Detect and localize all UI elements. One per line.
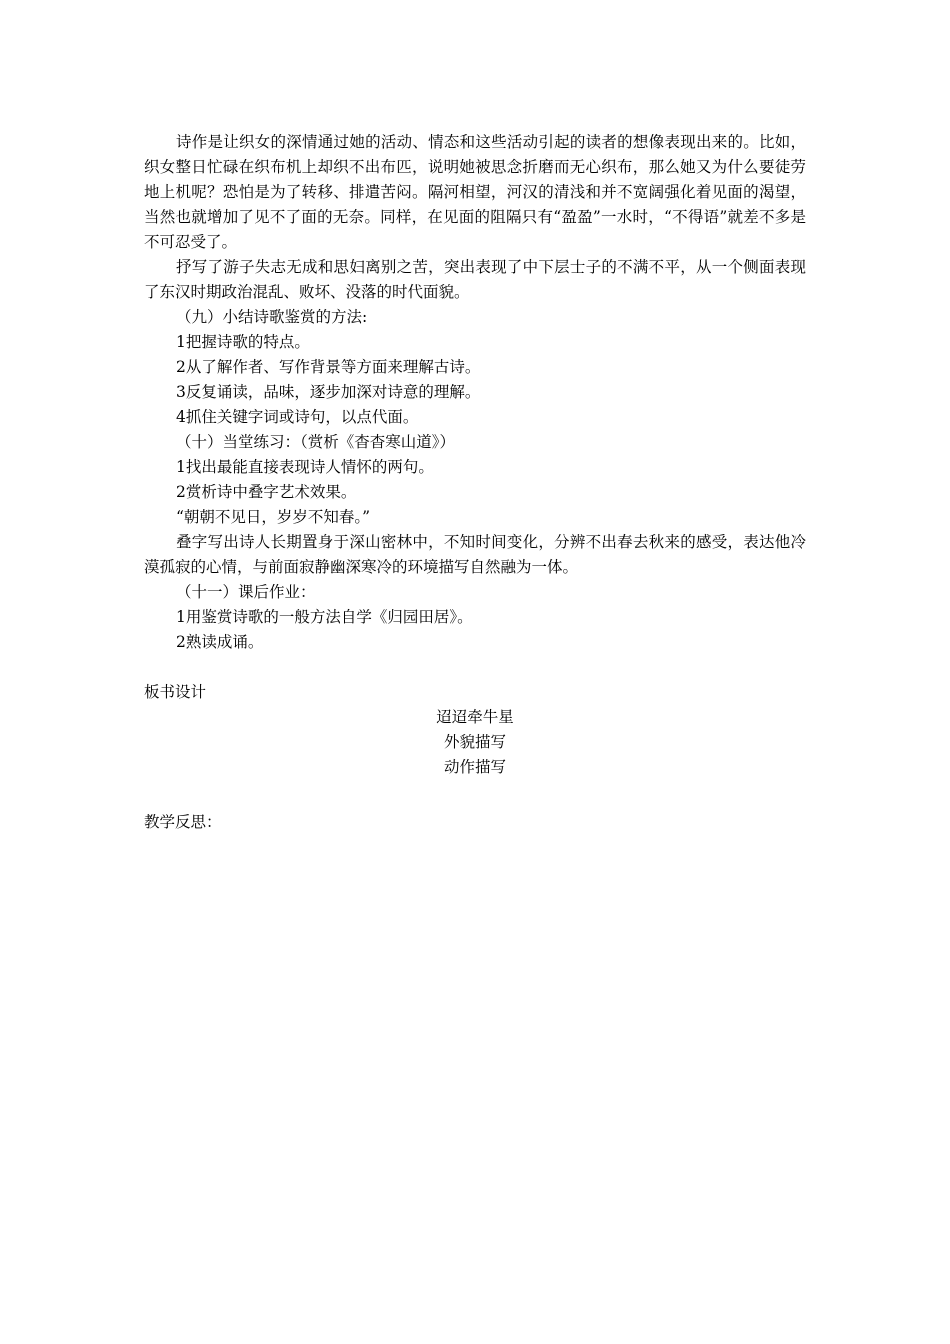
practice-item: 1找出最能直接表现诗人情怀的两句。 xyxy=(176,458,434,476)
section-summary xyxy=(144,305,806,430)
board-line: 动作描写 xyxy=(443,758,506,776)
summary-item: 3反复诵读，品味，逐步加深对诗意的理解。 xyxy=(176,383,481,401)
reflection-label: 教学反思： xyxy=(144,813,222,831)
spacer xyxy=(144,780,806,810)
paragraph-theme-summary: 抒写了游子失志无成和思妇离别之苦，突出表现了中下层士子的不满不平，从一个侧面表现了东汉时期政治混乱、败坏、没落的时代面貌。 xyxy=(144,258,806,301)
section-board-design xyxy=(144,680,806,780)
practice-quote: “朝朝不见日，岁岁不知春。” xyxy=(176,508,371,526)
board-line-title: 迢迢牵牛星 xyxy=(436,708,514,726)
section-practice xyxy=(144,430,806,580)
summary-heading: （九）小结诗歌鉴赏的方法: xyxy=(176,308,368,326)
practice-heading: （十）当堂练习：（赏析《杳杳寒山道》） xyxy=(176,433,456,451)
paragraph-weaver-analysis: 诗作是让织女的深情通过她的活动、情态和这些活动引起的读者的想像表现出来的。比如，织女整日忙碌在织布机上却织不出布匹，说明她被思念折磨而无心织布，那么她又为什么要徒劳地上机呢？恐怕是为了转移、排遣苦闷。隔河相望，河汉的清浅和并不宽阔强化着见面的渴望，当然也就增加了见不了面的无奈。同样，在见面的阻隔只有“盈盈”一水时，“不得语”就差不多是不可忍受了。 xyxy=(144,133,806,251)
homework-item: 2熟读成诵。 xyxy=(176,633,264,651)
homework-item: 1用鉴赏诗歌的一般方法自学《归园田居》。 xyxy=(176,608,473,626)
homework-heading: （十一）课后作业： xyxy=(176,583,316,601)
section-homework xyxy=(144,580,806,655)
practice-analysis: 叠字写出诗人长期置身于深山密林中，不知时间变化，分辨不出春去秋来的感受，表达他冷漠孤寂的心情，与前面寂静幽深寒冷的环境描写自然融为一体。 xyxy=(144,533,806,576)
practice-item: 2赏析诗中叠字艺术效果。 xyxy=(176,483,357,501)
section-reflection xyxy=(144,810,806,835)
spacer xyxy=(144,655,806,680)
document-body xyxy=(144,130,806,835)
board-line: 外貌描写 xyxy=(443,733,506,751)
board-label: 板书设计 xyxy=(144,683,207,701)
summary-item: 4抓住关键字词或诗句，以点代面。 xyxy=(176,408,419,426)
summary-item: 2从了解作者、写作背景等方面来理解古诗。 xyxy=(176,358,481,376)
summary-item: 1把握诗歌的特点。 xyxy=(176,333,310,351)
